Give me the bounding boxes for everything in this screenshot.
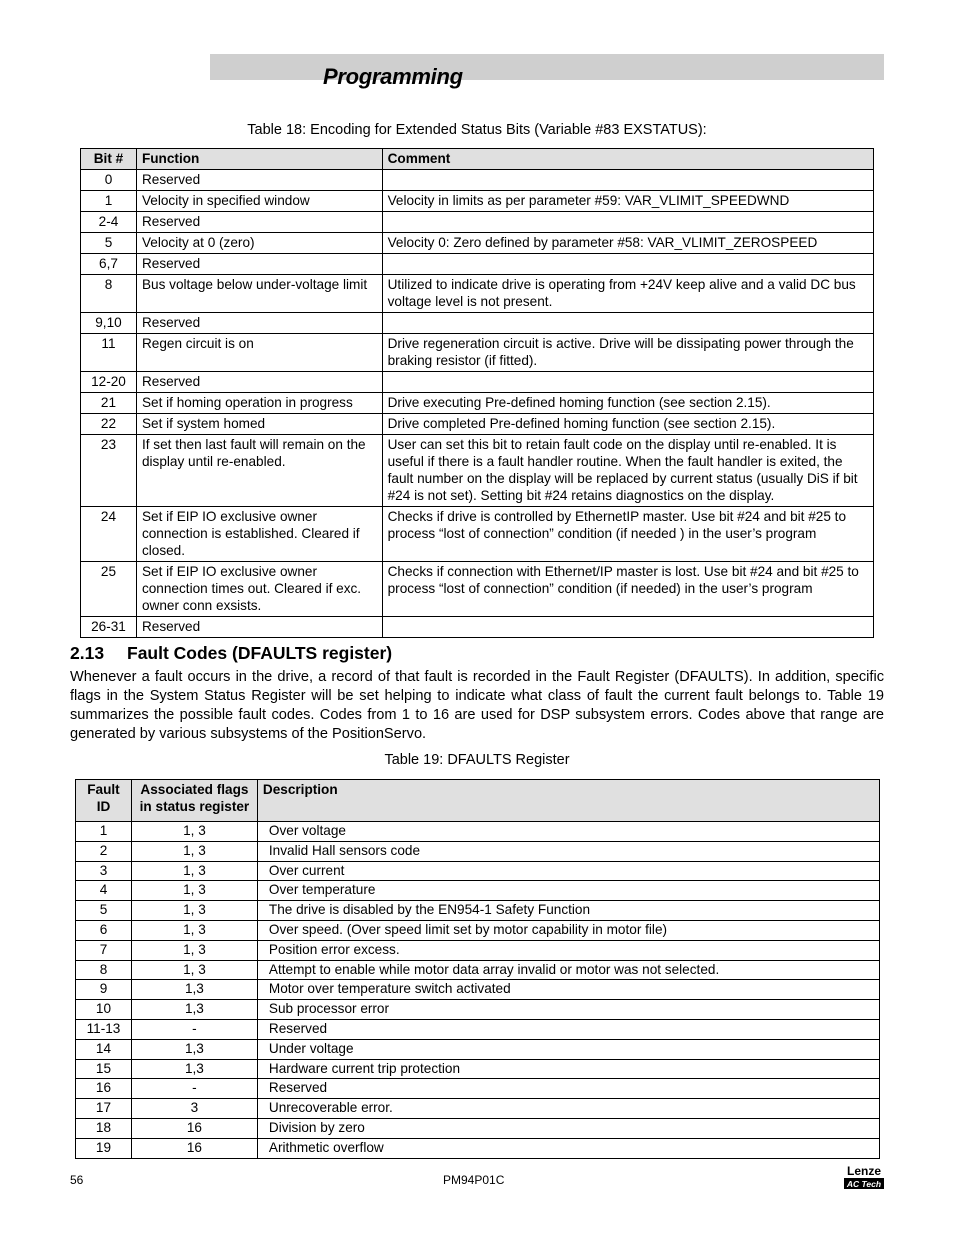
- lenze-actech-logo: [843, 1163, 885, 1191]
- table-cell: 16: [76, 1079, 132, 1099]
- table-row: [76, 1138, 880, 1158]
- table-cell: 22: [81, 414, 137, 435]
- table-row: [76, 1039, 880, 1059]
- table-cell: [382, 617, 873, 638]
- table-18-caption: Table 18: Encoding for Extended Status Bits (Variable #83 EXSTATUS):: [247, 122, 707, 138]
- table-cell: 1, 3: [131, 940, 257, 960]
- table-row: [76, 841, 880, 861]
- table-cell: 1, 3: [131, 960, 257, 980]
- logo-text-bottom: AC Tech: [846, 1179, 882, 1189]
- table-cell: 1,3: [131, 1000, 257, 1020]
- table-row: [81, 313, 874, 334]
- section-heading: [70, 643, 392, 664]
- table-cell: Over current: [257, 861, 879, 881]
- table-cell: Drive regeneration circuit is active. Drive will be dissipating power through the braking resistor (if fitted).: [382, 334, 873, 372]
- document-id: PM94P01C: [443, 1173, 505, 1187]
- table-cell: 12-20: [81, 372, 137, 393]
- table-cell: 1,3: [131, 1059, 257, 1079]
- table-cell: Hardware current trip protection: [257, 1059, 879, 1079]
- table-cell: Set if EIP IO exclusive owner connection is established. Cleared if closed.: [136, 507, 382, 562]
- section-title: Fault Codes (DFAULTS register): [127, 643, 393, 663]
- table-cell: Arithmetic overflow: [257, 1138, 879, 1158]
- table-cell: 2-4: [81, 212, 137, 233]
- table-row: [81, 334, 874, 372]
- table-cell: 10: [76, 1000, 132, 1020]
- table-row: [76, 1059, 880, 1079]
- table-row: [81, 275, 874, 313]
- table-cell: 5: [81, 233, 137, 254]
- table-cell: 1, 3: [131, 861, 257, 881]
- table-cell: 11: [81, 334, 137, 372]
- table-cell: Velocity in limits as per parameter #59: VAR_VLIMIT_SPEEDWND: [382, 191, 873, 212]
- table-cell: 2: [76, 841, 132, 861]
- table-cell: Reserved: [136, 617, 382, 638]
- table-cell: -: [131, 1079, 257, 1099]
- table-row: [81, 562, 874, 617]
- table-cell: [382, 313, 873, 334]
- table-19-caption: Table 19: DFAULTS Register: [384, 752, 570, 768]
- table-row: [81, 393, 874, 414]
- table-row: [76, 920, 880, 940]
- table-cell: 25: [81, 562, 137, 617]
- table-cell: Invalid Hall sensors code: [257, 841, 879, 861]
- table-header-row: [81, 149, 874, 170]
- table-cell: 6: [76, 920, 132, 940]
- table-cell: Sub processor error: [257, 1000, 879, 1020]
- extended-status-bits-table: [80, 148, 874, 638]
- table-cell: Set if EIP IO exclusive owner connection times out. Cleared if exc. owner conn exsists.: [136, 562, 382, 617]
- table-cell: 9,10: [81, 313, 137, 334]
- table-row: [76, 901, 880, 921]
- table-cell: Set if system homed: [136, 414, 382, 435]
- table-cell: -: [131, 1019, 257, 1039]
- table-cell: 17: [76, 1099, 132, 1119]
- table-cell: 1,3: [131, 980, 257, 1000]
- table-cell: [382, 254, 873, 275]
- table-cell: Over speed. (Over speed limit set by motor capability in motor file): [257, 920, 879, 940]
- column-header-fault-id: Fault ID: [76, 780, 132, 822]
- table-row: [76, 940, 880, 960]
- table-cell: 11-13: [76, 1019, 132, 1039]
- table-cell: Velocity in specified window: [136, 191, 382, 212]
- table-cell: 16: [131, 1118, 257, 1138]
- table-cell: 26-31: [81, 617, 137, 638]
- table-cell: Unrecoverable error.: [257, 1099, 879, 1119]
- table-cell: Position error excess.: [257, 940, 879, 960]
- table-row: [81, 617, 874, 638]
- table-cell: [382, 372, 873, 393]
- table-cell: Reserved: [136, 170, 382, 191]
- table-row: [76, 1019, 880, 1039]
- column-header-comment: Comment: [382, 149, 873, 170]
- table-cell: 15: [76, 1059, 132, 1079]
- table-cell: Motor over temperature switch activated: [257, 980, 879, 1000]
- table-cell: [382, 212, 873, 233]
- table-cell: Reserved: [257, 1079, 879, 1099]
- table-cell: 19: [76, 1138, 132, 1158]
- column-header-description: Description: [257, 780, 879, 822]
- table-cell: Reserved: [136, 372, 382, 393]
- table-row: [81, 435, 874, 507]
- table-cell: Utilized to indicate drive is operating from +24V keep alive and a valid DC bus voltage level is not present.: [382, 275, 873, 313]
- table-cell: 1, 3: [131, 841, 257, 861]
- table-cell: 14: [76, 1039, 132, 1059]
- dfaults-register-table: [75, 779, 880, 1159]
- table-row: [76, 881, 880, 901]
- table-row: [81, 233, 874, 254]
- table-cell: Over voltage: [257, 822, 879, 842]
- table-row: [81, 507, 874, 562]
- header-bar: [210, 54, 884, 80]
- table-cell: 21: [81, 393, 137, 414]
- table-cell: Velocity at 0 (zero): [136, 233, 382, 254]
- section-body-paragraph: Whenever a fault occurs in the drive, a record of that fault is recorded in the Fault Register (DFAULTS). In addition, specific flags in the System Status Register will be set helping to indicate what class of fault the current fault belongs to. Table 19 summarizes the possible fault codes. Codes from 1 to 16 are used for DSP subsystem errors. Codes above that range are generated by various subsystems of the PositionServo.: [70, 669, 884, 742]
- table-cell: 0: [81, 170, 137, 191]
- table-cell: Over temperature: [257, 881, 879, 901]
- table-cell: 7: [76, 940, 132, 960]
- table-cell: 24: [81, 507, 137, 562]
- table-row: [81, 170, 874, 191]
- table-row: [81, 212, 874, 233]
- table-cell: 4: [76, 881, 132, 901]
- table-cell: Drive executing Pre-defined homing function (see section 2.15).: [382, 393, 873, 414]
- table-row: [76, 822, 880, 842]
- table-cell: 3: [76, 861, 132, 881]
- table-cell: Drive completed Pre-defined homing function (see section 2.15).: [382, 414, 873, 435]
- table-cell: 1, 3: [131, 901, 257, 921]
- page-title: Programming: [323, 64, 463, 89]
- table-cell: Reserved: [257, 1019, 879, 1039]
- table-cell: Checks if connection with Ethernet/IP master is lost. Use bit #24 and bit #25 to process “lost of connection” condition (if needed) in the user’s program: [382, 562, 873, 617]
- table-row: [81, 372, 874, 393]
- table-cell: 18: [76, 1118, 132, 1138]
- table-cell: Attempt to enable while motor data array invalid or motor was not selected.: [257, 960, 879, 980]
- table-cell: 3: [131, 1099, 257, 1119]
- table-cell: 1, 3: [131, 881, 257, 901]
- table-cell: [382, 170, 873, 191]
- table-cell: Reserved: [136, 254, 382, 275]
- table-cell: Division by zero: [257, 1118, 879, 1138]
- table-cell: Regen circuit is on: [136, 334, 382, 372]
- table-row: [76, 980, 880, 1000]
- section-number: 2.13: [70, 643, 105, 663]
- table-cell: 1,3: [131, 1039, 257, 1059]
- column-header-function: Function: [136, 149, 382, 170]
- table-row: [76, 861, 880, 881]
- table-cell: 8: [81, 275, 137, 313]
- table-cell: Bus voltage below under-voltage limit: [136, 275, 382, 313]
- table-cell: Reserved: [136, 212, 382, 233]
- table-cell: Under voltage: [257, 1039, 879, 1059]
- logo-text-top: Lenze: [846, 1164, 882, 1178]
- table-row: [81, 254, 874, 275]
- table-cell: 8: [76, 960, 132, 980]
- table-cell: 23: [81, 435, 137, 507]
- table-cell: 1: [81, 191, 137, 212]
- table-row: [76, 1118, 880, 1138]
- table-cell: User can set this bit to retain fault code on the display until re-enabled. It is useful if there is a fault handler routine. When the fault handler is exited, the fault number on the display will be replaced by current status (usually DiS if bit #24 is not set). Setting bit #24 retains diagnostics on the display.: [382, 435, 873, 507]
- table-cell: 1, 3: [131, 920, 257, 940]
- table-cell: Set if homing operation in progress: [136, 393, 382, 414]
- table-row: [81, 414, 874, 435]
- column-header-flags: Associated flags in status register: [131, 780, 257, 822]
- table-row: [76, 1099, 880, 1119]
- table-row: [81, 191, 874, 212]
- table-cell: 5: [76, 901, 132, 921]
- table-cell: The drive is disabled by the EN954-1 Safety Function: [257, 901, 879, 921]
- table-cell: 1: [76, 822, 132, 842]
- table-cell: 9: [76, 980, 132, 1000]
- table-row: [76, 1000, 880, 1020]
- table-header-row: [76, 780, 880, 822]
- table-cell: 6,7: [81, 254, 137, 275]
- table-cell: 16: [131, 1138, 257, 1158]
- table-cell: 1, 3: [131, 822, 257, 842]
- table-row: [76, 960, 880, 980]
- table-row: [76, 1079, 880, 1099]
- table-cell: Reserved: [136, 313, 382, 334]
- column-header-bit: Bit #: [81, 149, 137, 170]
- table-cell: If set then last fault will remain on the display until re-enabled.: [136, 435, 382, 507]
- table-cell: Velocity 0: Zero defined by parameter #58: VAR_VLIMIT_ZEROSPEED: [382, 233, 873, 254]
- table-cell: Checks if drive is controlled by EthernetIP master. Use bit #24 and bit #25 to process “lost of connection” condition (if needed ) in the user’s program: [382, 507, 873, 562]
- page-number: 56: [70, 1173, 84, 1187]
